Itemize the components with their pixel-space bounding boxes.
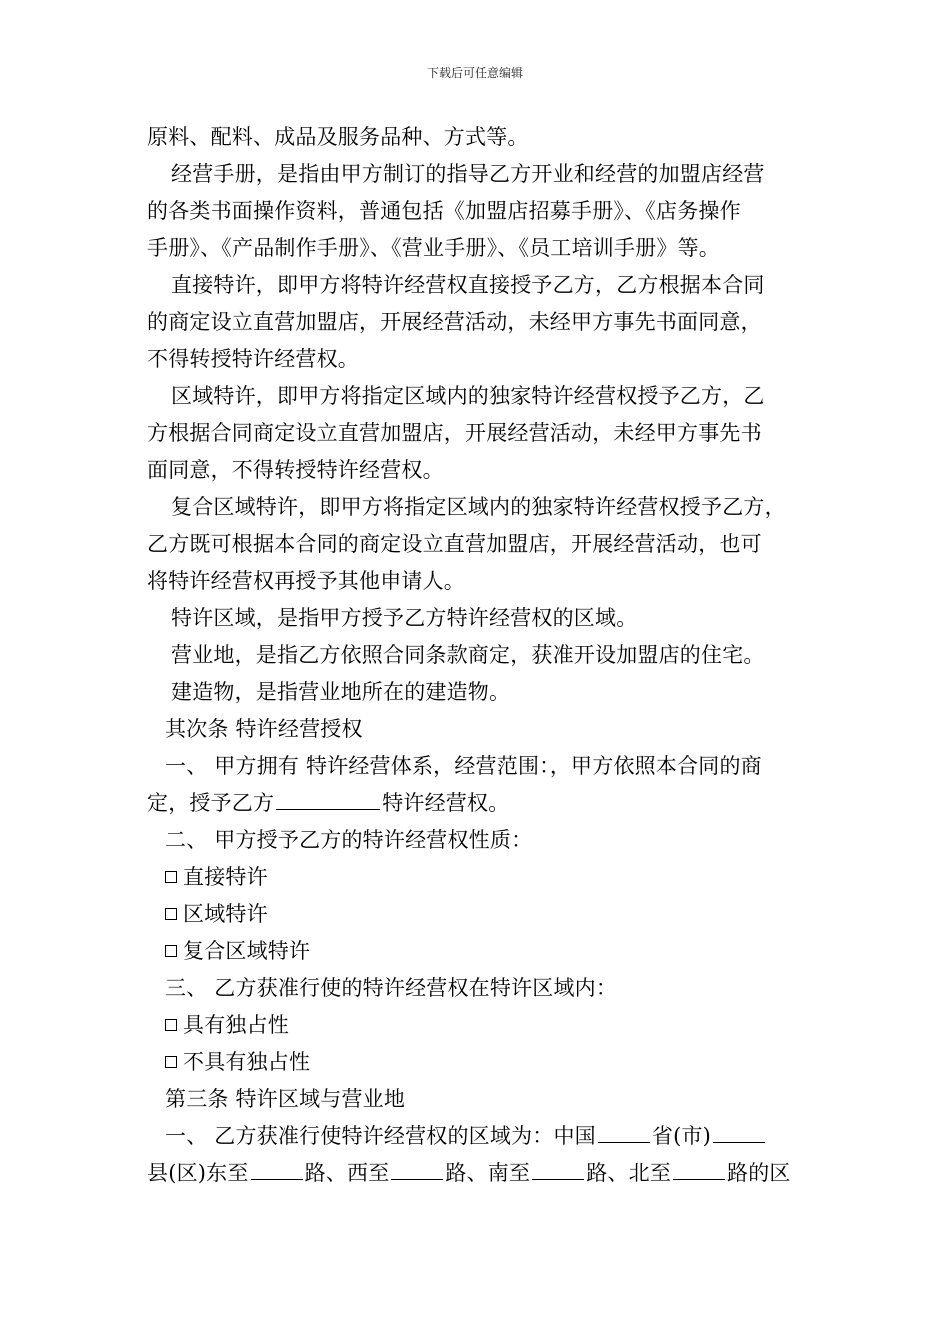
checkbox-icon[interactable] [165,945,177,957]
fill-blank [276,790,380,810]
fill-blank [598,1123,650,1143]
text-line: 复合区域特许，即甲方将指定区域内的独家特许经营权授予乙方， [171,495,786,519]
text-line: 不得转授特许经营权。 [147,347,359,371]
text-line: 直接特许，即甲方将特许经营权直接授予乙方，乙方根据本合同 [171,273,765,297]
checkbox-icon[interactable] [165,871,177,883]
checkbox-item: 直接特许 [165,864,268,890]
fill-blank [251,1160,303,1180]
text-line: 的各类书面操作资料，普通包括《加盟店招募手册》、《店务操作 [147,199,741,223]
section-heading: 第三条 特许区域与营业地 [165,1087,406,1111]
text-line: 一、 乙方获准行使特许经营权的区域为：中国 省(市) [165,1123,767,1149]
text-line: 的商定设立直营加盟店，开展经营活动，未经甲方事先书面同意， [147,310,762,334]
checkbox-item: 不具有独占性 [165,1049,310,1075]
section-heading: 其次条 特许经营授权 [165,717,363,741]
text-line: 乙方既可根据本合同的商定设立直营加盟店，开展经营活动，也可 [147,532,762,556]
text-line: 特许区域，是指甲方授予乙方特许经营权的区域。 [171,606,638,630]
fill-blank [391,1160,443,1180]
fill-blank [713,1123,765,1143]
checkbox-icon[interactable] [165,1019,177,1031]
text-line: 营业地，是指乙方依照合同条款商定，获准开设加盟店的住宅。 [171,643,765,667]
text-line: 经营手册，是指由甲方制订的指导乙方开业和经营的加盟店经营 [171,162,765,186]
text-line: 县(区)东至 路、西至 路、南至 路、北至 路的区 [147,1161,791,1185]
text-line: 手册》、《产品制作手册》、《营业手册》、《员工培训手册》等。 [147,236,720,260]
text-line: 将特许经营权再授予其他申请人。 [147,569,465,593]
text-line: 建造物，是指营业地所在的建造物。 [171,680,511,704]
text-line: 区域特许，即甲方将指定区域内的独家特许经营权授予乙方，乙 [171,384,765,408]
checkbox-icon[interactable] [165,908,177,920]
text-line: 定，授予乙方 特许经营权。 [147,791,510,815]
text-line: 原料、配料、成品及服务品种、方式等。 [147,125,529,149]
fill-blank [532,1160,584,1180]
fill-blank [673,1160,725,1180]
text-line: 一、 甲方拥有 特许经营体系，经营范围：，甲方依照本合同的商 [165,754,762,778]
checkbox-item: 区域特许 [165,901,268,927]
checkbox-item: 具有独占性 [165,1012,289,1038]
checkbox-item: 复合区域特许 [165,938,310,964]
text-line: 三、 乙方获准行使的特许经营权在特许区域内： [165,976,618,1000]
text-line: 二、 甲方授予乙方的特许经营权性质： [165,828,533,852]
checkbox-icon[interactable] [165,1056,177,1068]
text-line: 方根据合同商定设立直营加盟店，开展经营活动，未经甲方事先书 [147,421,762,445]
page-header: 下载后可任意编辑 [426,66,523,80]
text-line: 面同意，不得转授特许经营权。 [147,458,444,482]
